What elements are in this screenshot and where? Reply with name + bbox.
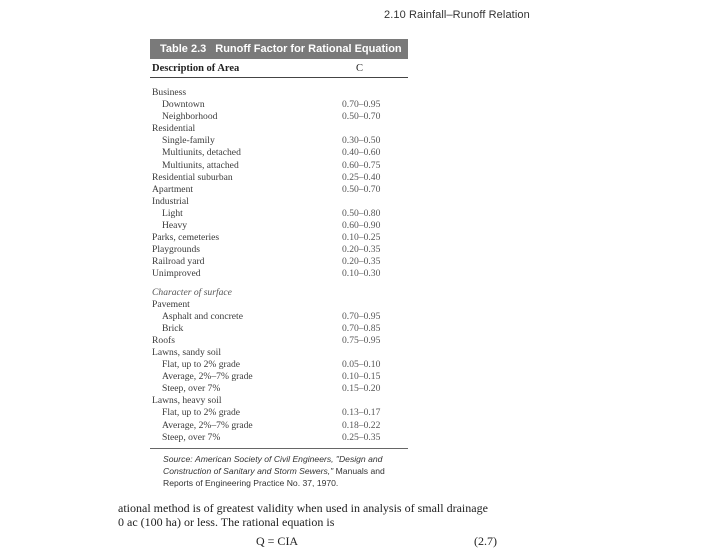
row-label: Asphalt and concrete — [162, 310, 243, 322]
row-label: Residential suburban — [152, 171, 233, 183]
table-row — [150, 184, 408, 196]
source-label: Source: — [163, 454, 193, 464]
table-row — [150, 395, 408, 407]
table-row — [150, 208, 408, 220]
row-label: Unimproved — [152, 268, 201, 280]
column-header-description: Description of Area — [152, 63, 240, 74]
table-row — [150, 347, 408, 359]
source-rest: Manuals and Reports of Engineering Practice No. 37, 1970. — [163, 466, 385, 488]
column-header-c: C — [356, 63, 364, 74]
table-footer-rule — [150, 448, 408, 449]
row-c-value: 0.10–0.15 — [342, 371, 381, 383]
row-c-value: 0.10–0.25 — [342, 232, 381, 244]
row-label: Lawns, heavy soil — [152, 395, 222, 407]
table-row — [150, 323, 408, 335]
row-label: Industrial — [152, 195, 189, 207]
row-label: Railroad yard — [152, 256, 205, 268]
source-italic: American Society of Civil Engineers, "Design and Construction of Sanitary and Storm Sewers," — [163, 454, 383, 476]
rational-equation: Q = CIA — [256, 534, 299, 548]
row-c-value: 0.20–0.35 — [342, 256, 381, 268]
table-title: Runoff Factor for Rational Equation — [215, 43, 402, 55]
row-c-value: 0.50–0.80 — [342, 207, 381, 219]
table-body — [150, 87, 408, 444]
table-row — [150, 147, 408, 159]
row-c-value: 0.60–0.75 — [342, 159, 381, 171]
area-rows — [150, 87, 408, 281]
table-row — [150, 111, 408, 123]
table-row — [150, 220, 408, 232]
row-label: Single-family — [162, 135, 215, 147]
row-c-value: 0.70–0.95 — [342, 99, 381, 111]
row-c-value: 0.50–0.70 — [342, 111, 381, 123]
row-c-value: 0.10–0.30 — [342, 268, 381, 280]
row-c-value: 0.13–0.17 — [342, 407, 381, 419]
row-label: Business — [152, 87, 187, 98]
row-label: Pavement — [152, 298, 190, 310]
equation-number: (2.7) — [474, 534, 497, 548]
row-c-value: 0.70–0.85 — [342, 322, 381, 334]
row-c-value: 0.70–0.95 — [342, 310, 381, 322]
running-head: 2.10 Rainfall–Runoff Relation — [384, 9, 530, 21]
row-c-value: 0.25–0.35 — [342, 431, 381, 443]
row-label: Multiunits, detached — [162, 147, 241, 159]
surface-heading-row — [150, 287, 408, 299]
table-row — [150, 311, 408, 323]
table-row — [150, 359, 408, 371]
row-label: Average, 2%–7% grade — [162, 371, 253, 383]
table-row — [150, 123, 408, 135]
row-c-value: 0.50–0.70 — [342, 183, 381, 195]
row-c-value: 0.25–0.40 — [342, 171, 381, 183]
row-label: Steep, over 7% — [162, 383, 221, 395]
row-label: Flat, up to 2% grade — [162, 407, 241, 419]
table-row — [150, 244, 408, 256]
table-row — [150, 299, 408, 311]
table-row — [150, 160, 408, 172]
row-label: Brick — [162, 322, 184, 334]
row-label: Multiunits, attached — [162, 159, 239, 171]
row-c-value: 0.40–0.60 — [342, 147, 381, 159]
table-row — [150, 196, 408, 208]
table-row — [150, 232, 408, 244]
table-row — [150, 256, 408, 268]
table-row — [150, 407, 408, 419]
table-source-note — [163, 453, 403, 489]
table-row — [150, 172, 408, 184]
row-label: Flat, up to 2% grade — [162, 359, 241, 371]
table-title-bar — [150, 39, 408, 59]
table-row — [150, 135, 408, 147]
row-label: Steep, over 7% — [162, 431, 221, 443]
table-row — [150, 420, 408, 432]
row-label: Downtown — [162, 99, 205, 111]
table-number: Table 2.3 — [160, 43, 207, 55]
table-row — [150, 87, 408, 99]
row-label: Heavy — [162, 220, 188, 232]
table-row — [150, 268, 408, 280]
row-c-value: 0.20–0.35 — [342, 244, 381, 256]
body-line-2: 0 ac (100 ha) or less. The rational equation is — [118, 514, 335, 529]
row-label: Light — [162, 207, 183, 219]
table-row — [150, 371, 408, 383]
table-row — [150, 432, 408, 444]
body-line-1: ational method is of greatest validity when used in analysis of small drainage — [118, 501, 488, 515]
table-header-rule — [150, 77, 408, 78]
row-label: Residential — [152, 123, 196, 135]
body-paragraph — [118, 502, 508, 529]
row-label: Parks, cemeteries — [152, 232, 220, 244]
table-row — [150, 383, 408, 395]
row-label: Average, 2%–7% grade — [162, 419, 253, 431]
table-row — [150, 99, 408, 111]
row-label: Apartment — [152, 183, 194, 195]
row-c-value: 0.18–0.22 — [342, 419, 381, 431]
surface-rows — [150, 299, 408, 444]
row-label: Lawns, sandy soil — [152, 346, 222, 358]
row-c-value: 0.75–0.95 — [342, 334, 381, 346]
row-c-value: 0.30–0.50 — [342, 135, 381, 147]
row-c-value: 0.05–0.10 — [342, 359, 381, 371]
row-label: Playgrounds — [152, 244, 200, 256]
surface-heading: Character of surface — [152, 286, 232, 298]
row-c-value: 0.15–0.20 — [342, 383, 381, 395]
row-label: Roofs — [152, 334, 175, 346]
table-row — [150, 335, 408, 347]
row-c-value: 0.60–0.90 — [342, 220, 381, 232]
row-label: Neighborhood — [162, 111, 218, 123]
